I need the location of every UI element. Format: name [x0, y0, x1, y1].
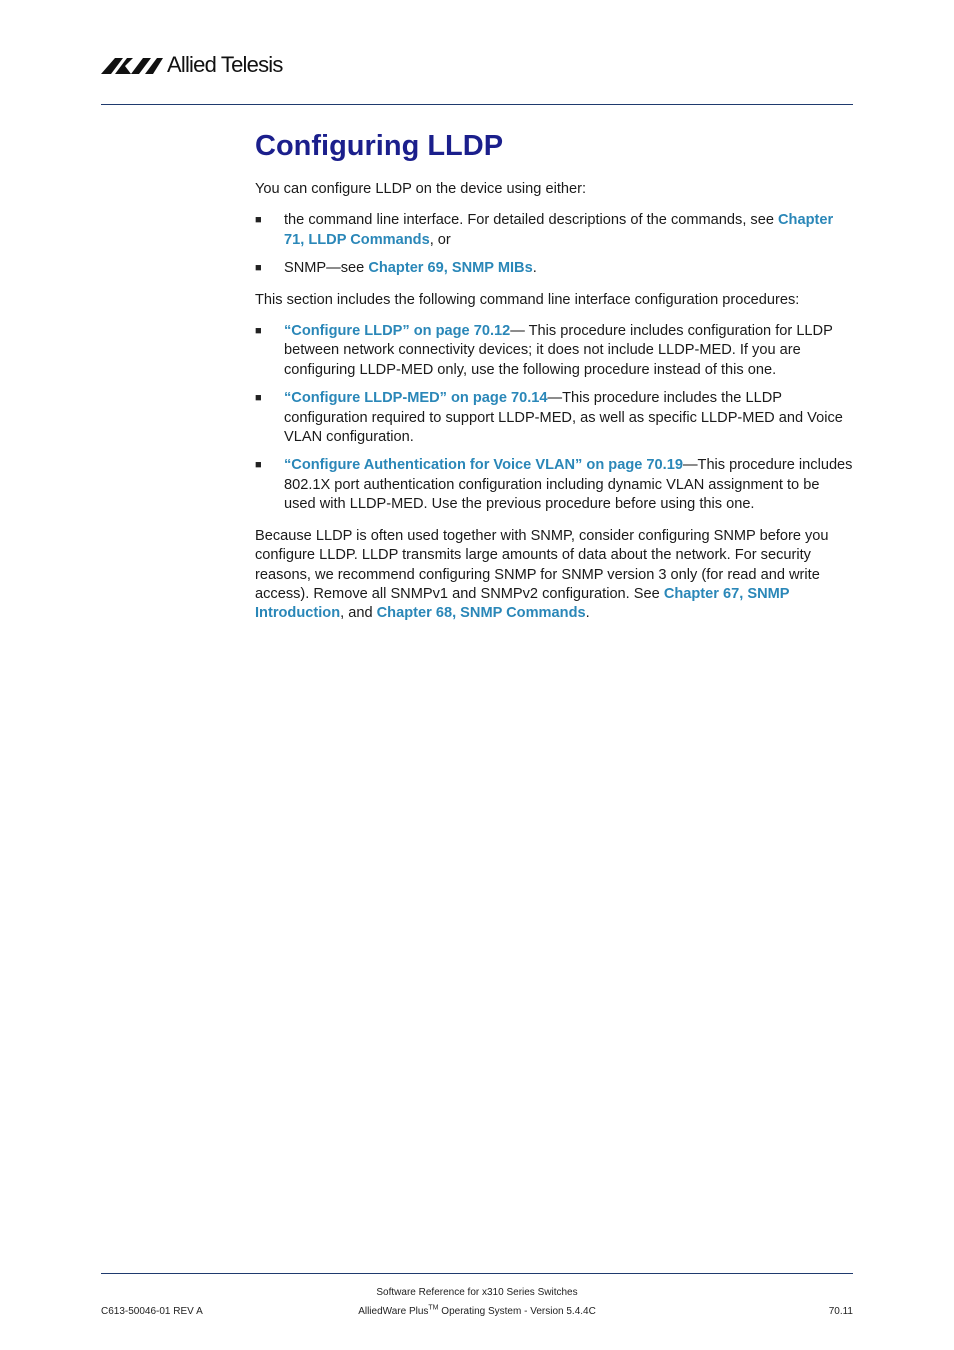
page-title: Configuring LLDP	[255, 130, 504, 162]
link-configure-lldp[interactable]: “Configure LLDP” on page 70.12	[284, 323, 511, 340]
list-item: ■ SNMP—see Chapter 69, SNMP MIBs.	[255, 259, 853, 278]
link-chapter-69[interactable]: Chapter 69, SNMP MIBs	[368, 260, 533, 277]
link-configure-auth-voice-vlan[interactable]: “Configure Authentication for Voice VLAN” on page 70.19	[284, 457, 683, 474]
intro-paragraph: You can configure LLDP on the device using either:	[255, 181, 587, 197]
options-list	[255, 211, 853, 278]
main-content	[255, 126, 853, 636]
footer-rule	[101, 1273, 853, 1274]
footer-doc-id: C613-50046-01 REV A	[101, 1306, 203, 1317]
link-configure-lldp-med[interactable]: “Configure LLDP-MED” on page 70.14	[284, 390, 548, 407]
link-chapter-71[interactable]: Chapter 71, LLDP Commands	[284, 212, 834, 248]
procedures-intro: This section includes the following command line interface configuration procedures:	[255, 291, 800, 308]
list-item: ■ the command line interface. For detailed descriptions of the commands, see Chapter 71, LLDP Commands, or	[255, 211, 853, 250]
closing-paragraph: Because LLDP is often used together with SNMP, consider configuring SNMP before you configure LLDP. LLDP transmits large amounts of data about the network. For security reasons, we recommend configuring SNMP for SNMP version 3 only (for read and write access). Remove all SNMPv1 and SNMPv2 configuration. See Chapter 67, SNMP Introduction, and Chapter 68, SNMP Commands.	[255, 527, 829, 622]
link-chapter-68[interactable]: Chapter 68, SNMP Commands	[376, 605, 586, 622]
header-rule	[101, 104, 853, 105]
list-item: ■ “Configure LLDP-MED” on page 70.14—This procedure includes the LLDP configuration required to support LLDP-MED, as well as specific LLDP-MED and Voice VLAN configuration.	[255, 389, 853, 447]
link-chapter-67[interactable]: Chapter 67, SNMP Introduction	[255, 585, 790, 622]
allied-telesis-logo-icon	[101, 54, 163, 76]
logo-text: Allied Telesis	[167, 52, 283, 77]
company-logo	[101, 52, 283, 78]
procedures-list	[255, 322, 853, 515]
list-item: ■ “Configure Authentication for Voice VLAN” on page 70.19—This procedure includes 802.1X port authentication configuration including dynamic VLAN assignment to be used with LLDP-MED. Use the previous procedure before using this one.	[255, 456, 853, 514]
list-item: ■ “Configure LLDP” on page 70.12— This procedure includes configuration for LLDP between network connectivity devices; it does not include LLDP-MED. If you are configuring LLDP-MED only, use the following procedure instead of this one.	[255, 322, 853, 380]
page-number: 70.11	[828, 1306, 853, 1317]
footer-doc-title: Software Reference for x310 Series Switches	[376, 1287, 578, 1298]
footer-os-version: AlliedWare Plus™ Operating System - Version 5.4.4C	[358, 1304, 596, 1317]
